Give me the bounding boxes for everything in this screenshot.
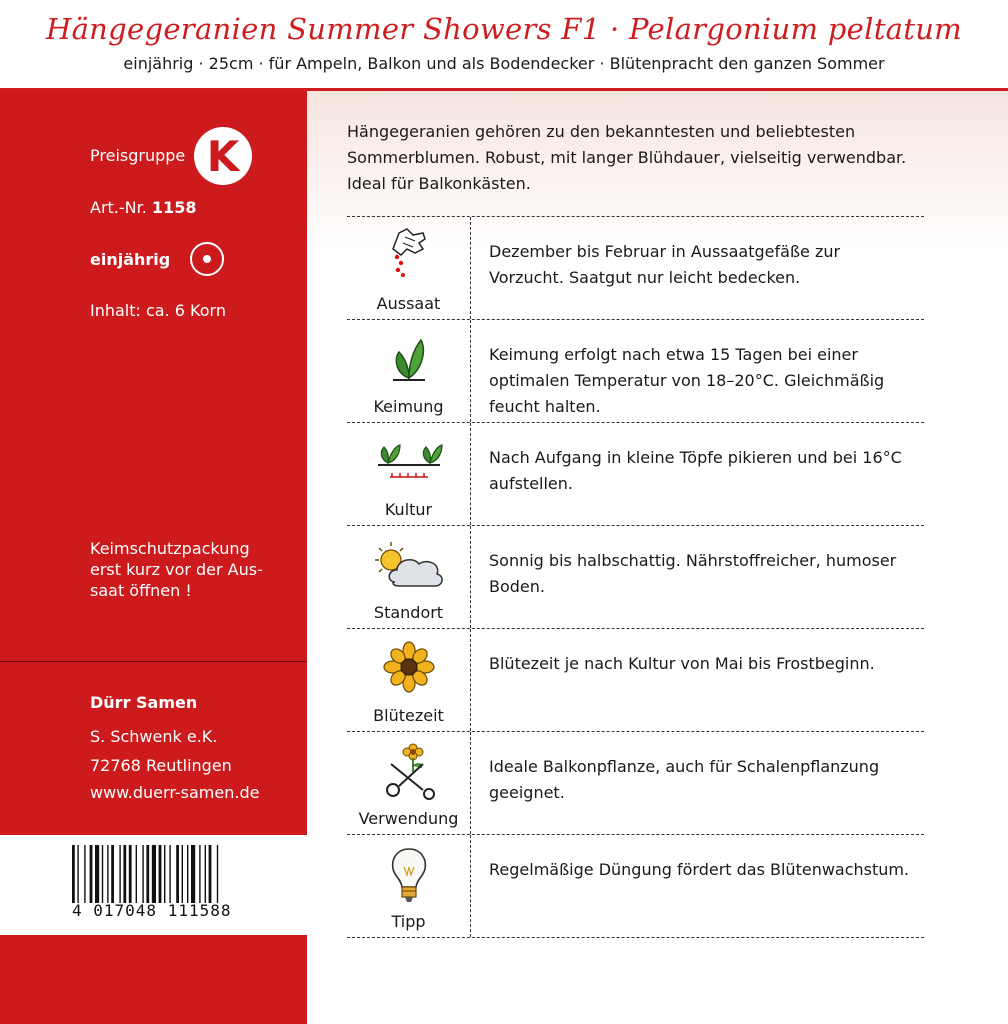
price-group-label: Preisgruppe	[90, 146, 186, 165]
row-icon-cell	[347, 629, 471, 731]
product-subtitle: einjährig · 25cm · für Ampeln, Balkon und als Bodendecker · Blütenpracht den ganzen Sommer	[123, 54, 885, 73]
seedling-icon	[379, 330, 439, 386]
cultivation-table	[347, 216, 924, 938]
flower-icon	[381, 639, 437, 695]
article-number-value: 1158	[151, 198, 197, 217]
barcode-bars	[72, 845, 300, 903]
company-name: Dürr Samen	[90, 693, 198, 712]
packaging-warning: Keimschutzpackung erst kurz vor der Aussaat öffnen !	[90, 539, 263, 600]
table-row	[347, 834, 924, 938]
row-label: Tipp	[391, 912, 426, 931]
seedlings-row-icon	[374, 433, 444, 489]
row-text: Dezember bis Februar in Aussaatgefäße zur Vorzucht. Saatgut nur leicht bedecken.	[489, 242, 841, 287]
row-label: Aussaat	[376, 294, 441, 313]
seed-content: Inhalt: ca. 6 Korn	[90, 301, 226, 320]
row-icon-cell	[347, 835, 471, 937]
row-icon-cell	[347, 732, 471, 834]
main-content	[307, 91, 1008, 1024]
intro-text: Hängegeranien gehören zu den bekanntesten und beliebtesten Sommerblumen. Robust, mit langer Blühdauer, vielseitig verwendbar. Ideal für Balkonkästen.	[347, 122, 907, 193]
article-number-prefix: Art.-Nr.	[90, 198, 147, 217]
product-title: Hängegeranien Summer Showers F1 · Pelargonium peltatum	[46, 12, 962, 46]
company-website: www.duerr-samen.de	[90, 783, 260, 802]
annual-label: einjährig	[90, 250, 171, 269]
header	[0, 0, 1008, 88]
row-icon-cell	[347, 320, 471, 422]
barcode-number: 4 017048 111588	[72, 901, 232, 920]
row-text: Regelmäßige Düngung fördert das Blütenwachstum.	[489, 860, 910, 879]
table-row	[347, 422, 924, 525]
row-label: Keimung	[373, 397, 444, 416]
row-text: Nach Aufgang in kleine Töpfe pikieren und bei 16°C aufstellen.	[489, 448, 902, 493]
barcode	[0, 835, 307, 935]
lightbulb-icon	[387, 845, 431, 905]
row-text: Keimung erfolgt nach etwa 15 Tagen bei einer optimalen Temperatur von 18–20°C. Gleichmäßig feucht halten.	[489, 345, 885, 416]
row-icon-cell	[347, 526, 471, 628]
company-owner: S. Schwenk e.K.	[90, 727, 218, 746]
annual-symbol-icon	[190, 242, 224, 276]
table-row	[347, 525, 924, 628]
row-text: Sonnig bis halbschattig. Nährstoffreicher, humoser Boden.	[489, 551, 897, 596]
row-icon-cell	[347, 217, 471, 319]
article-number	[90, 198, 196, 217]
table-row	[347, 628, 924, 731]
table-row	[347, 731, 924, 834]
table-row	[347, 319, 924, 422]
row-label: Kultur	[384, 500, 433, 519]
scissors-flower-icon	[379, 742, 439, 800]
sun-cloud-icon	[369, 536, 449, 594]
sidebar-divider	[0, 661, 307, 662]
row-text: Ideale Balkonpflanze, auch für Schalenpflanzung geeignet.	[489, 757, 880, 802]
table-row	[347, 216, 924, 319]
row-text: Blütezeit je nach Kultur von Mai bis Frostbeginn.	[489, 654, 875, 673]
price-group-badge: K	[194, 127, 252, 185]
hand-sowing-icon	[379, 227, 439, 283]
row-label: Verwendung	[358, 809, 459, 828]
row-icon-cell	[347, 423, 471, 525]
company-city: 72768 Reutlingen	[90, 756, 232, 775]
row-label: Blütezeit	[373, 706, 444, 725]
row-label: Standort	[373, 603, 444, 622]
